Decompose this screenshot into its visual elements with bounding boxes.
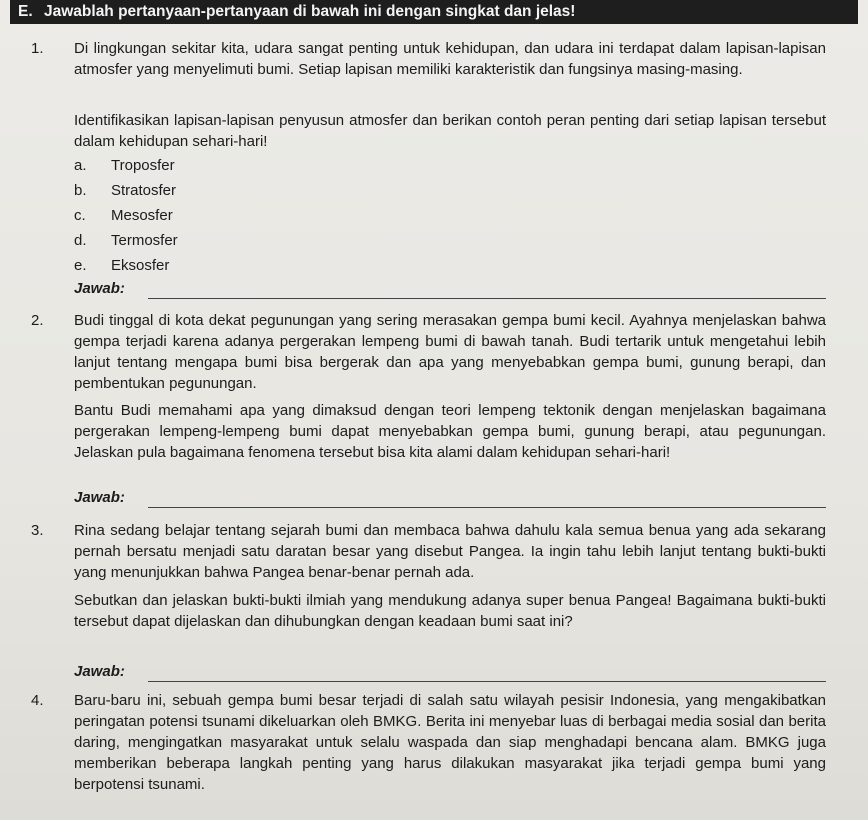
question-3-prompt: Sebutkan dan jelaskan bukti-bukti ilmiah yang mendukung adanya super benua Pangea! Bagaimana bukti-bukti tersebut dapat dijelaskan dan dihubungkan dengan keadaan bumi saat ini? xyxy=(74,592,826,630)
option-text: Eksosfer xyxy=(111,257,170,274)
question-number: 2. xyxy=(31,312,44,329)
question-number: 1. xyxy=(31,40,44,57)
question-number: 4. xyxy=(31,692,44,709)
answer-line xyxy=(148,681,826,682)
answer-label: Jawab: xyxy=(74,489,125,506)
option-text: Troposfer xyxy=(111,157,175,174)
answer-field-1[interactable] xyxy=(74,279,826,301)
question-1-options xyxy=(74,153,374,278)
question-1-prompt: Identifikasikan lapisan-lapisan penyusun atmosfer dan berikan contoh peran penting dari setiap lapisan tersebut dalam kehidupan sehari-hari! xyxy=(74,112,826,150)
section-instruction: Jawablah pertanyaan-pertanyaan di bawah ini dengan singkat dan jelas! xyxy=(44,3,576,20)
option-letter: a. xyxy=(74,157,87,174)
option-text: Stratosfer xyxy=(111,182,177,199)
question-number: 3. xyxy=(31,522,44,539)
question-4-context: Baru-baru ini, sebuah gempa bumi besar terjadi di salah satu wilayah pesisir Indonesia, yang mengakibatkan peringatan potensi tsunami dikeluarkan oleh BMKG. Berita ini menyebar luas di berbagai media sosial dan berita daring, mengingatkan masyarakat untuk selalu waspada dan siap menghadapi bencana alam. BMKG juga memberikan beberapa langkah penting yang harus dilakukan masyarakat jika terjadi gempa bumi yang berpotensi tsunami. xyxy=(74,692,826,793)
answer-label: Jawab: xyxy=(74,663,125,680)
option-letter: c. xyxy=(74,207,86,224)
option-text: Mesosfer xyxy=(111,207,173,224)
section-letter: E. xyxy=(18,3,33,20)
option-eksosfer xyxy=(74,253,374,278)
section-header xyxy=(10,0,858,24)
option-termosfer xyxy=(74,228,374,253)
option-letter: d. xyxy=(74,232,87,249)
question-1-context: Di lingkungan sekitar kita, udara sangat penting untuk kehidupan, dan udara ini terdapat dalam lapisan-lapisan atmosfer yang menyelimuti bumi. Setiap lapisan memiliki karakteristik dan fungsinya masing-masing. xyxy=(74,40,826,78)
option-letter: b. xyxy=(74,182,87,199)
option-mesosfer xyxy=(74,203,374,228)
question-2-context: Budi tinggal di kota dekat pegunungan yang sering merasakan gempa bumi kecil. Ayahnya menjelaskan bahwa gempa terjadi karena adanya pergerakan lempeng bumi di bawah tanah. Budi tertarik untuk mengetahui lebih lanjut tentang mengapa bumi bisa bergerak dan apa yang menyebabkan gempa bumi, gunung berapi, dan pembentukan pegunungan. xyxy=(74,312,826,392)
option-troposfer xyxy=(74,153,374,178)
question-2-prompt: Bantu Budi memahami apa yang dimaksud dengan teori lempeng tektonik dengan menjelaskan bagaimana pergerakan lempeng-lempeng bumi dapat menyebabkan gempa bumi, gunung berapi, atau pegunungan. Jelaskan pula bagaimana fenomena tersebut bisa kita alami dalam kehidupan sehari-hari! xyxy=(74,402,826,461)
option-text: Termosfer xyxy=(111,232,178,249)
answer-line xyxy=(148,298,826,299)
option-stratosfer xyxy=(74,178,374,203)
option-letter: e. xyxy=(74,257,87,274)
question-3-context: Rina sedang belajar tentang sejarah bumi dan membaca bahwa dahulu kala semua benua yang ada sekarang pernah bersatu menjadi satu daratan besar yang disebut Pangea. Ia ingin tahu lebih lanjut tentang bukti-bukti yang menunjukkan bahwa Pangea benar-benar pernah ada. xyxy=(74,522,826,581)
answer-label: Jawab: xyxy=(74,280,125,297)
answer-field-3[interactable] xyxy=(74,662,826,684)
answer-field-2[interactable] xyxy=(74,488,826,510)
answer-line xyxy=(148,507,826,508)
